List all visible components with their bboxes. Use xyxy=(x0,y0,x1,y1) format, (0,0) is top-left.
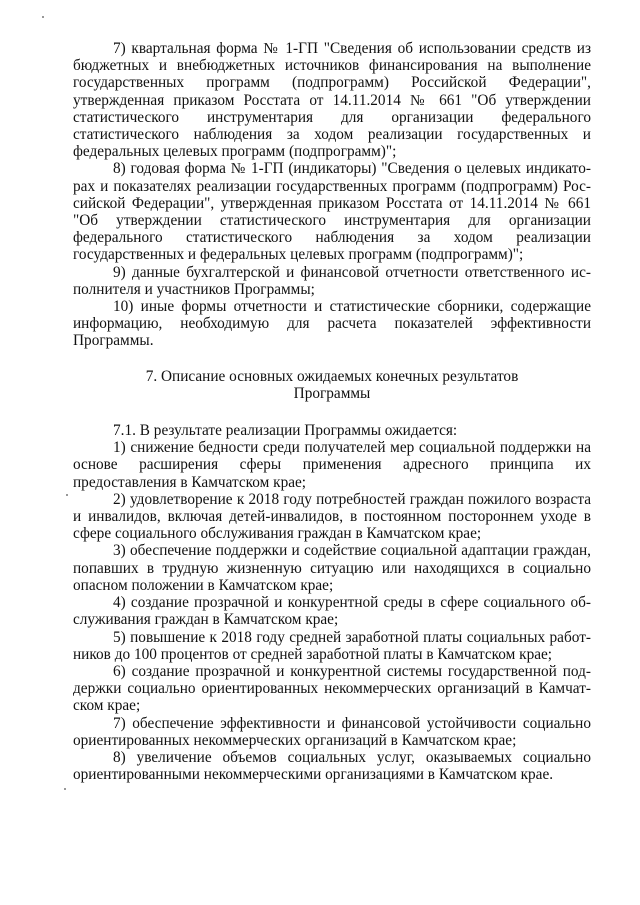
document-page xyxy=(73,40,591,783)
list-item: 7) обеспечение эффективности и финансовой устойчивости социально ориентированных некоммерческих организаций в Камчатском крае; xyxy=(73,714,591,749)
section-intro: 7.1. В результате реализации Программы ожидается: xyxy=(113,422,458,440)
list-item: 4) создание прозрачной и конкурентной среды в сфере социального обслуживания граждан в Камчатском крае; xyxy=(73,594,591,629)
list-item: 9) данные бухгалтерской и финансовой отчетности ответственного исполнителя и участников Программы; xyxy=(73,263,591,298)
scan-speck xyxy=(64,788,66,790)
list-item: 3) обеспечение поддержки и содействие социальной адаптации граждан, попавших в трудную жизненную ситуацию или находящихся в социально опасном положении в Камчатском крае; xyxy=(73,542,591,594)
section-heading xyxy=(73,368,591,402)
list-item: 8) увеличение объемов социальных услуг, оказываемых социально ориентированными некоммерческими организациями в Камчатском крае. xyxy=(73,748,591,784)
section-title-line-1: 7. Описание основных ожидаемых конечных результатов xyxy=(145,367,519,385)
scan-speck xyxy=(66,494,68,496)
list-item: 8) годовая форма № 1-ГП (индикаторы) "Сведения о целевых индикаторах и показателях реализации государственных программ (подпрограмм) Российской Федерации", утвержденная приказом Росстата от 14.11.2014 № 661 "Об утверждении статистического инструментария для организации федерального статистического наблюдения за ходом реализации государственных и федеральных целевых программ (подпрограмм)"; xyxy=(73,160,591,264)
list-item: 5) повышение к 2018 году средней заработной платы социальных работников до 100 процентов от средней заработной платы в Камчатском крае; xyxy=(73,628,591,663)
scan-speck xyxy=(42,16,44,18)
list-item: 1) снижение бедности среди получателей мер социальной поддержки на основе расширения сферы применения адресного принципа их предоставления в Камчатском крае; xyxy=(73,439,591,491)
list-item: 10) иные формы отчетности и статистические сборники, содержащие информацию, необходимую для расчета показателей эффективности Программы. xyxy=(73,298,591,350)
list-item: 6) создание прозрачной и конкурентной системы государственной поддержки социально ориентированных некоммерческих организаций в Камчатском крае; xyxy=(73,662,591,715)
list-item: 7) квартальная форма № 1-ГП "Сведения об использовании средств из бюджетных и внебюджетных источников финансирования на выполнение государственных программ (подпрограмм) Российской Федерации", утвержденная приказом Росстата от 14.11.2014 № 661 "Об утверждении статистического инструментария для организации федерального статистического наблюдения за ходом реализации государственных и федеральных целевых программ (подпрограмм)"; xyxy=(73,40,591,161)
section-title-line-2: Программы xyxy=(293,384,371,402)
list-item: 2) удовлетворение к 2018 году потребностей граждан пожилого возраста и инвалидов, включая детей-инвалидов, в постоянном постороннем уходе в сфере социального обслуживания граждан в Камчатском крае; xyxy=(73,490,591,543)
